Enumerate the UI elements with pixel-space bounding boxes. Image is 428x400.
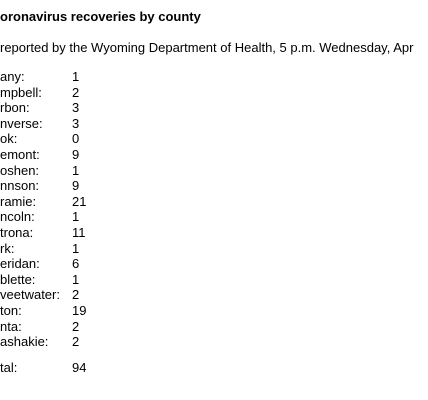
county-row <box>0 178 428 194</box>
county-row <box>0 147 428 163</box>
county-name: nverse: <box>0 115 43 131</box>
county-row <box>0 131 428 147</box>
county-name: rk: <box>0 240 15 256</box>
county-row <box>0 303 428 319</box>
county-name: ncoln: <box>0 209 35 225</box>
county-recoveries: 21 <box>72 193 87 209</box>
county-recoveries: 2 <box>72 334 80 350</box>
county-row <box>0 100 428 116</box>
county-recoveries: 9 <box>72 178 80 194</box>
county-row <box>0 85 428 101</box>
county-row <box>0 163 428 179</box>
county-recoveries: 1 <box>72 240 80 256</box>
county-name: ok: <box>0 131 18 147</box>
county-name: mpbell: <box>0 84 42 100</box>
county-recoveries: 1 <box>72 209 80 225</box>
county-row <box>0 287 428 303</box>
document-title: oronavirus recoveries by county <box>0 9 201 24</box>
county-recoveries: 6 <box>72 256 80 272</box>
county-name: oshen: <box>0 162 40 178</box>
county-list <box>0 69 428 350</box>
county-name: emont: <box>0 146 40 162</box>
county-name: eridan: <box>0 256 40 272</box>
county-name: blette: <box>0 271 36 287</box>
county-row <box>0 225 428 241</box>
county-recoveries: 9 <box>72 146 80 162</box>
county-name: trona: <box>0 224 34 240</box>
county-row <box>0 319 428 335</box>
county-recoveries: 3 <box>72 100 80 116</box>
county-row <box>0 116 428 132</box>
county-recoveries: 1 <box>72 162 80 178</box>
county-row <box>0 69 428 85</box>
county-name: veetwater: <box>0 287 60 303</box>
county-name: nta: <box>0 318 22 334</box>
county-recoveries: 11 <box>72 224 86 240</box>
county-name: ton: <box>0 302 22 318</box>
county-name: rbon: <box>0 100 30 116</box>
county-name: ramie: <box>0 193 37 209</box>
total-row <box>0 360 428 376</box>
document-subtitle: reported by the Wyoming Department of Health, 5 p.m. Wednesday, Apr <box>0 40 414 55</box>
total-label: tal: <box>0 360 18 375</box>
county-row <box>0 334 428 350</box>
county-recoveries: 2 <box>72 318 80 334</box>
county-name: any: <box>0 69 25 84</box>
county-recoveries: 2 <box>72 287 80 303</box>
county-recoveries: 0 <box>72 131 80 147</box>
county-row <box>0 194 428 210</box>
county-row <box>0 241 428 257</box>
county-row <box>0 272 428 288</box>
county-name: ashakie: <box>0 334 49 350</box>
county-recoveries: 1 <box>72 69 80 84</box>
total-value: 94 <box>72 360 87 375</box>
county-recoveries: 2 <box>72 84 80 100</box>
county-recoveries: 3 <box>72 115 80 131</box>
county-row <box>0 209 428 225</box>
county-row <box>0 256 428 272</box>
county-recoveries: 1 <box>72 271 80 287</box>
county-recoveries: 19 <box>72 302 87 318</box>
county-name: nnson: <box>0 178 40 194</box>
